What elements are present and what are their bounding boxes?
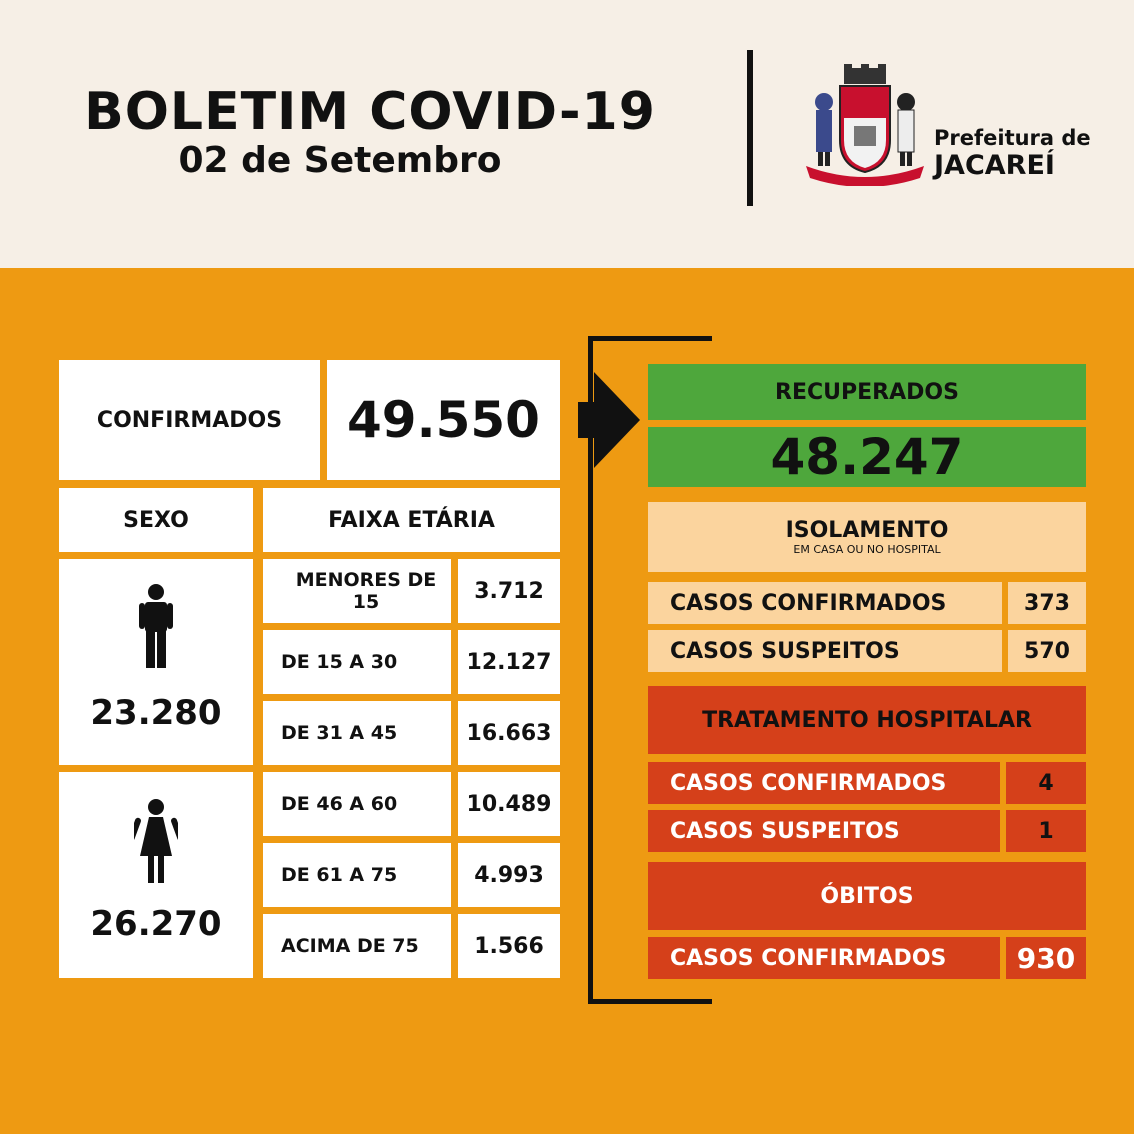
isolamento-label: ISOLAMENTO xyxy=(785,518,949,543)
isolamento-suspeitos-value: 570 xyxy=(1008,630,1086,672)
isolamento-header xyxy=(648,502,1086,572)
bracket-bottom xyxy=(588,999,712,1004)
prefeitura-label: Prefeitura de xyxy=(934,126,1091,150)
isolamento-suspeitos-label: CASOS SUSPEITOS xyxy=(648,630,1002,672)
age-value-46-60: 10.489 xyxy=(458,772,560,836)
age-label-61-75: DE 61 A 75 xyxy=(263,843,451,907)
obitos-confirmados-label: CASOS CONFIRMADOS xyxy=(648,937,1000,979)
arrow-right-icon xyxy=(578,372,640,468)
isolamento-confirmados-label: CASOS CONFIRMADOS xyxy=(648,582,1002,624)
page-date: 02 de Setembro xyxy=(178,140,502,181)
age-value-15-30: 12.127 xyxy=(458,630,560,694)
recuperados-label: RECUPERADOS xyxy=(648,364,1086,420)
faixa-etaria-header: FAIXA ETÁRIA xyxy=(263,488,560,552)
male-person-icon xyxy=(136,583,176,669)
tratamento-suspeitos-value: 1 xyxy=(1006,810,1086,852)
recuperados-value: 48.247 xyxy=(648,427,1086,487)
female-count: 26.270 xyxy=(90,904,222,944)
isolamento-sublabel: EM CASA OU NO HOSPITAL xyxy=(793,543,941,556)
header-divider xyxy=(747,50,753,206)
age-value-31-45: 16.663 xyxy=(458,701,560,765)
age-label-31-45: DE 31 A 45 xyxy=(263,701,451,765)
coat-of-arms-icon xyxy=(800,62,930,186)
bracket-top xyxy=(588,336,712,341)
obitos-label: ÓBITOS xyxy=(648,862,1086,930)
confirmados-value: 49.550 xyxy=(327,360,560,480)
age-value-acima-75: 1.566 xyxy=(458,914,560,978)
age-value-61-75: 4.993 xyxy=(458,843,560,907)
tratamento-confirmados-label: CASOS CONFIRMADOS xyxy=(648,762,1000,804)
female-person-icon xyxy=(134,798,178,884)
male-panel xyxy=(59,559,253,765)
age-label-menores-15: MENORES DE 15 xyxy=(263,559,451,623)
tratamento-suspeitos-label: CASOS SUSPEITOS xyxy=(648,810,1000,852)
tratamento-label: TRATAMENTO HOSPITALAR xyxy=(648,686,1086,754)
obitos-confirmados-value: 930 xyxy=(1006,937,1086,979)
sexo-header: SEXO xyxy=(59,488,253,552)
age-label-46-60: DE 46 A 60 xyxy=(263,772,451,836)
female-panel xyxy=(59,772,253,978)
age-label-acima-75: ACIMA DE 75 xyxy=(263,914,451,978)
confirmados-label: CONFIRMADOS xyxy=(59,360,320,480)
tratamento-confirmados-value: 4 xyxy=(1006,762,1086,804)
age-value-menores-15: 3.712 xyxy=(458,559,560,623)
age-label-15-30: DE 15 A 30 xyxy=(263,630,451,694)
city-name: JACAREÍ xyxy=(934,150,1055,181)
page-title: BOLETIM COVID-19 xyxy=(84,82,656,142)
male-count: 23.280 xyxy=(90,693,222,733)
isolamento-confirmados-value: 373 xyxy=(1008,582,1086,624)
